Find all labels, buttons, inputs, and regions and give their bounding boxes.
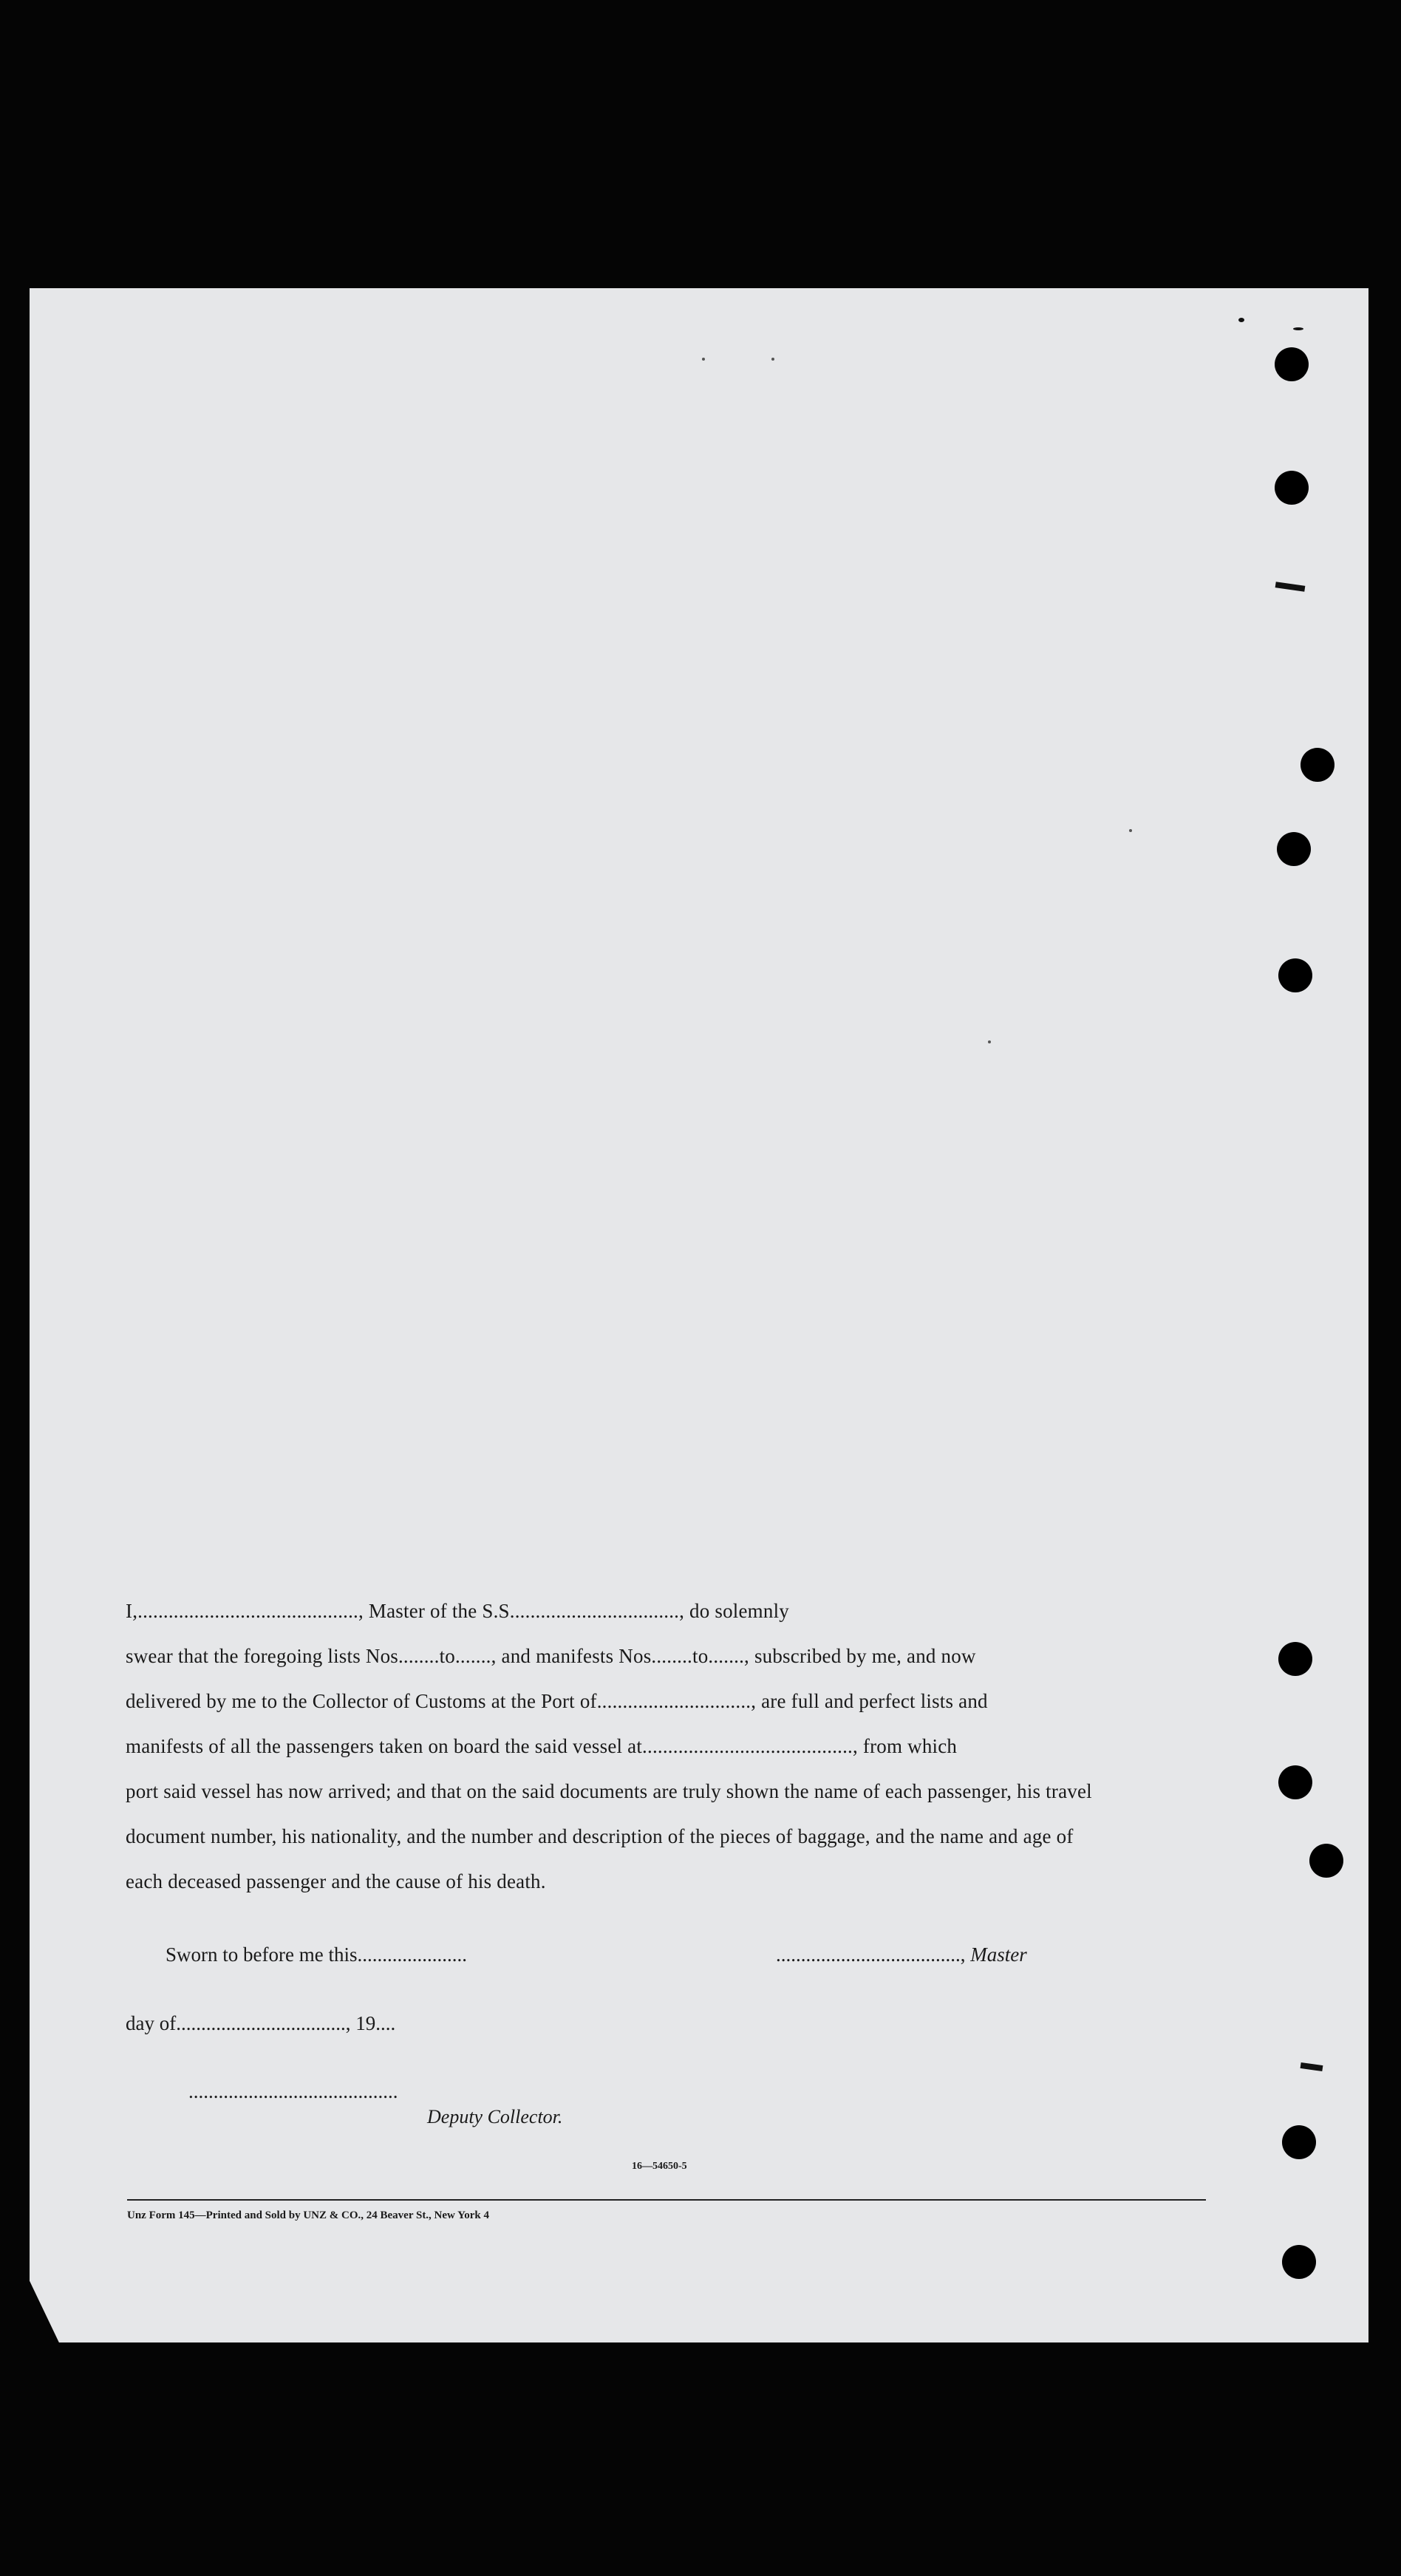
punch-hole [1275,347,1309,381]
oath-line: document number, his nationality, and the number and description of the pieces of baggage, and the name and age of [126,1825,1074,1847]
form-number: 16—54650-5 [632,2161,687,2172]
scan-speck [702,358,705,361]
scan-speck [771,358,774,361]
punch-hole [1278,1642,1312,1676]
oath-line: port said vessel has now arrived; and that on the said documents are truly shown the name of each passenger, his travel [126,1780,1092,1802]
punch-hole [1278,958,1312,992]
sworn-field: Sworn to before me this...................... [166,1943,467,1966]
master-dots: ....................................., [776,1943,971,1966]
punch-hole [1301,748,1334,782]
punch-hole [1309,1844,1343,1878]
day-of-field: day of.................................., 19.... [126,2012,396,2034]
oath-line: I,..........................................., Master of the S.S................................., do solemnly [126,1600,789,1622]
scan-speck [1129,829,1132,832]
punch-hole [1277,832,1311,866]
scan-speck [988,1040,991,1043]
punch-hole [1282,2125,1316,2159]
printer-footer: Unz Form 145—Printed and Sold by UNZ & CO., 24 Beaver St., New York 4 [127,2209,489,2221]
master-label: Master [970,1943,1027,1966]
deputy-signature-line: .......................................... [188,2080,398,2102]
punch-hole [1282,2245,1316,2279]
oath-line: delivered by me to the Collector of Customs at the Port of.............................., are full and perfect lists and [126,1690,988,1712]
footer-divider [127,2199,1206,2201]
punch-hole [1275,471,1309,505]
scan-speck [1238,318,1244,322]
punch-hole [1278,1765,1312,1799]
scan-speck [1293,327,1303,330]
oath-line: each deceased passenger and the cause of his death. [126,1870,546,1892]
deputy-collector-label: Deputy Collector. [427,2106,563,2127]
oath-line: swear that the foregoing lists Nos........to......., and manifests Nos........to......., subscribed by me, and now [126,1645,976,1667]
oath-line: manifests of all the passengers taken on board the said vessel at........................................., from which [126,1735,958,1757]
master-signature-field [776,1943,1027,1966]
oath-paragraph [126,1589,1204,1904]
